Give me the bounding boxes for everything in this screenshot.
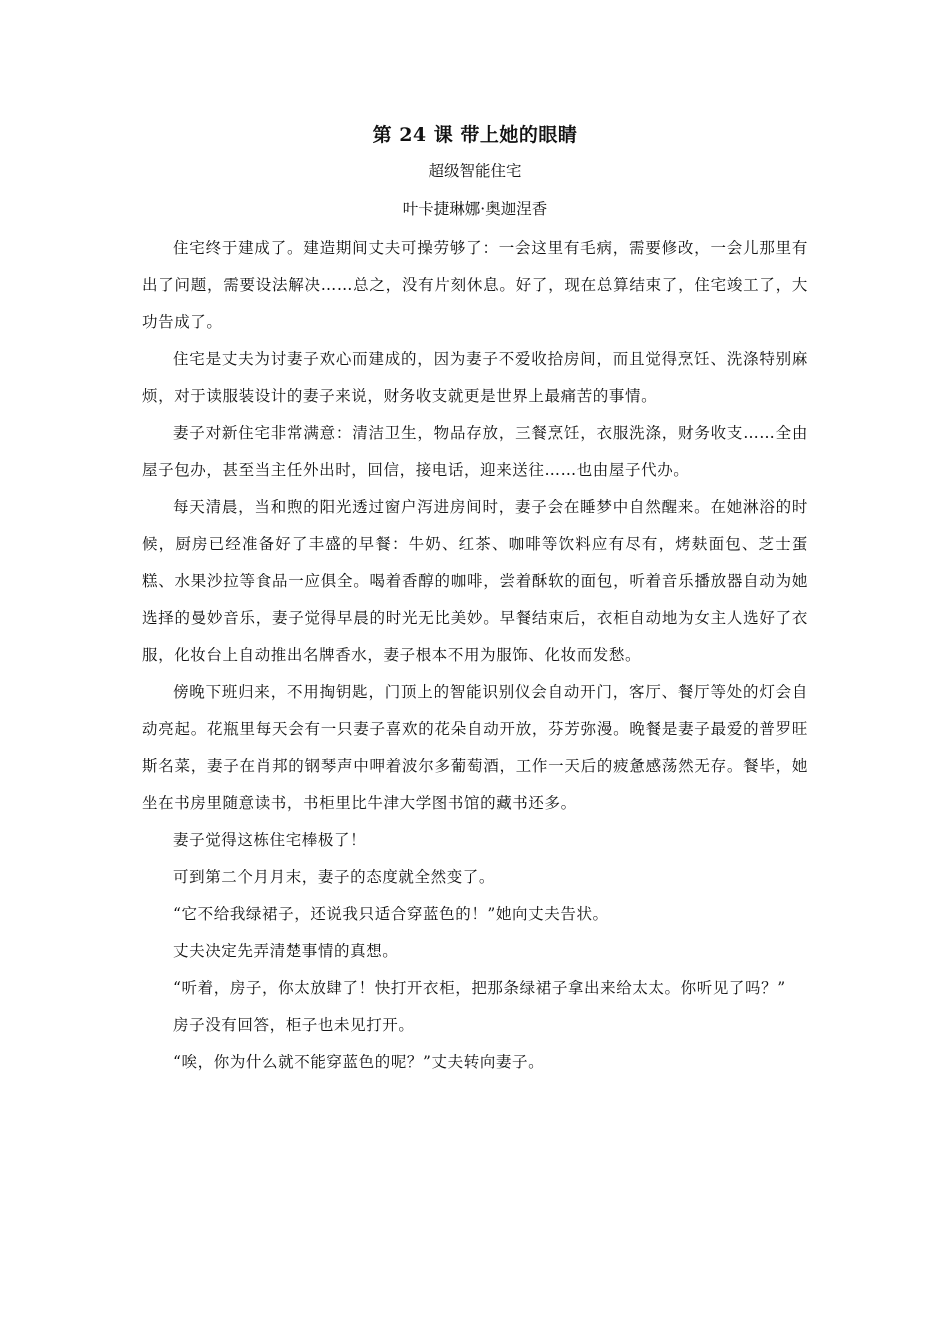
author-name: 叶卡捷琳娜·奥迦涅香 (402, 200, 548, 218)
paragraph: 房子没有回答，柜子也未见打开。 (173, 1016, 415, 1034)
paragraph: “听着，房子，你太放肆了！快打开衣柜，把那条绿裙子拿出来给太太。你听见了吗？” (173, 979, 786, 997)
story-title: 超级智能住宅 (428, 162, 522, 180)
paragraph: “它不给我绿裙子，还说我只适合穿蓝色的！”她向丈夫告状。 (173, 905, 609, 923)
paragraph: 每天清晨，当和煦的阳光透过窗户泻进房间时，妻子会在睡梦中自然醒来。在她淋浴的时候，厨房已经准备好了丰盛的早餐：牛奶、红茶、咖啡等饮料应有尽有，烤麸面包、芝士蛋糕、水果沙拉等食品一应俱全。喝着香醇的咖啡，尝着酥软的面包，听着音乐播放器自动为她选择的曼妙音乐，妻子觉得早晨的时光无比美妙。早餐结束后，衣柜自动地为女主人选好了衣服，化妆台上自动推出名牌香水，妻子根本不用为服饰、化妆而发愁。 (142, 498, 808, 664)
paragraph: 妻子对新住宅非常满意：清洁卫生，物品存放，三餐烹饪，衣服洗涤，财务收支……全由屋子包办，甚至当主任外出时，回信，接电话，迎来送往……也由屋子代办。 (142, 424, 808, 479)
paragraph: 妻子觉得这栋住宅棒极了！ (173, 831, 367, 849)
document-content (142, 118, 808, 1081)
paragraph: 傍晚下班归来，不用掏钥匙，门顶上的智能识别仪会自动开门，客厅、餐厅等处的灯会自动亮起。花瓶里每天会有一只妻子喜欢的花朵自动开放，芬芳弥漫。晚餐是妻子最爱的普罗旺斯名菜，妻子在肖邦的钢琴声中呷着波尔多葡萄酒，工作一天后的疲惫感荡然无存。餐毕，她坐在书房里随意读书，书柜里比牛津大学图书馆的藏书还多。 (142, 683, 808, 812)
paragraph: 可到第二个月月末，妻子的态度就全然变了。 (173, 868, 496, 886)
paragraph: 住宅是丈夫为讨妻子欢心而建成的，因为妻子不爱收拾房间，而且觉得烹饪、洗涤特别麻烦，对于读服装设计的妻子来说，财务收支就更是世界上最痛苦的事情。 (142, 350, 808, 405)
paragraph: 丈夫决定先弄清楚事情的真想。 (173, 942, 399, 960)
paragraph: “唉，你为什么就不能穿蓝色的呢？”丈夫转向妻子。 (173, 1053, 545, 1071)
lesson-title: 第 24 课 带上她的眼睛 (372, 124, 578, 146)
paragraph: 住宅终于建成了。建造期间丈夫可操劳够了：一会这里有毛病，需要修改，一会儿那里有出了问题，需要设法解决……总之，没有片刻休息。好了，现在总算结束了，住宅竣工了，大功告成了。 (142, 239, 808, 331)
